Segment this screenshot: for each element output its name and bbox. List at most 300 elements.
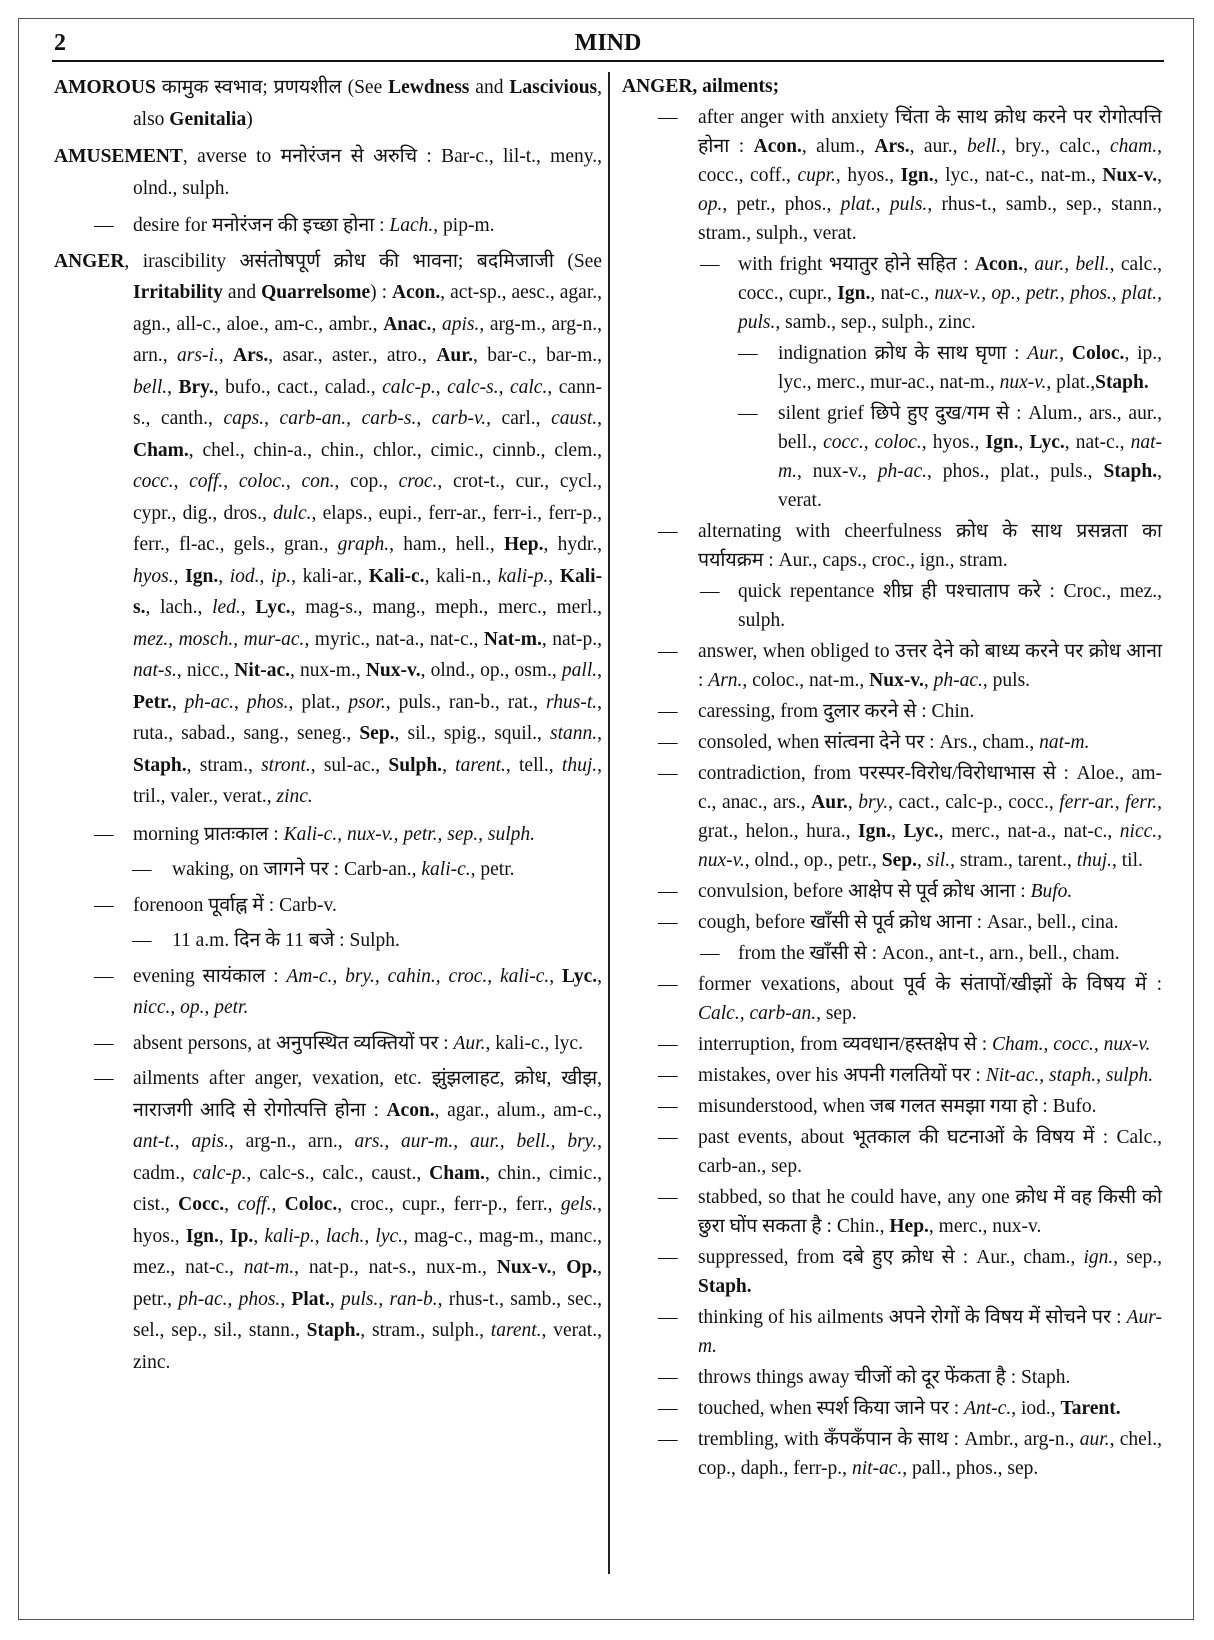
sub-rubric-entry [622, 103, 1162, 248]
rubric-dash: — [700, 254, 720, 275]
sub-rubric-entry [622, 1394, 1162, 1423]
rubric-text-run: , [224, 1194, 238, 1215]
rubric-text-run: apis. [191, 1131, 229, 1152]
rubric-text-run: Ign. [985, 432, 1019, 453]
rubric-text-run: , ham., hell., [389, 534, 504, 555]
rubric-text-run: , bufo., cact., calad., [213, 376, 383, 398]
rubric-text-run: past events, about भूतकाल की घटनाओं के विषय में : Calc., carb-an., sep. [698, 1127, 1162, 1177]
rubric-text-run: bell. [133, 376, 168, 398]
rubric-text-run: plat., puls. [840, 194, 928, 215]
rubric-text-run: nux-v., op., petr., phos., plat., puls. [738, 283, 1162, 333]
rubric-text-run: ANGER [54, 250, 125, 272]
rubric-text-run: , kali-c., lyc. [485, 1032, 583, 1054]
sub-rubric-entry [54, 925, 602, 957]
rubric-text [698, 637, 1162, 695]
rubric-text-run: rhus-t. [546, 691, 598, 713]
rubric-text-run: Staph. [698, 1276, 752, 1297]
rubric-text [698, 877, 1162, 906]
rubric-text-run: , [218, 565, 230, 587]
rubric-text-run: , sul-ac., [310, 754, 389, 776]
rubric-text-run: , [597, 660, 602, 681]
rubric-text [698, 697, 1162, 726]
rubric-text-run: carb-an. [279, 408, 347, 429]
rubric-text-run: Coloc. [1071, 343, 1125, 364]
rubric-text-run: dulc. [273, 502, 312, 524]
rubric-text-run: apis. [441, 313, 480, 335]
rubric-text-run: coloc. [238, 471, 286, 492]
rubric-text-run: Ign. [185, 565, 219, 587]
rubric-dash: — [658, 1096, 678, 1117]
rubric-text-run: , verat., zinc. [133, 1320, 602, 1373]
rubric-text-run: coff. [237, 1194, 272, 1215]
sub-rubric-entry [622, 1061, 1162, 1090]
rubric-text-run: contradiction, from परस्पर-विरोध/विरोधाभास से : Aloe., am-c., anac., ars., [698, 763, 1162, 813]
rubric-text-run: nat-m. [243, 1257, 295, 1278]
rubric-text-run: zinc. [276, 786, 313, 807]
rubric-text-run: , mag-s., mang., meph., merc., merl., [290, 597, 602, 618]
rubric-text [738, 939, 1162, 968]
rubric-text-run: AMOROUS [54, 77, 156, 98]
rubric-text [698, 728, 1162, 757]
rubric-text [698, 1092, 1162, 1121]
rubric-text-run: caust. [551, 408, 598, 429]
rubric-text-run: ars-i. [177, 345, 219, 366]
rubric-text-run: , croc., cupr., ferr-p., ferr., [337, 1194, 561, 1215]
rubric-text [698, 908, 1162, 937]
rubric-text-run: , agar., alum., am-c., [434, 1099, 602, 1121]
sub-rubric-entry [622, 1092, 1162, 1121]
rubric-text [698, 1243, 1162, 1301]
rubric-text-run: Ign. [185, 1225, 219, 1247]
rubric-text-run: Hep. [889, 1216, 929, 1237]
rubric-text [698, 1123, 1162, 1181]
rubric-text-run: ph-ac., phos. [178, 1288, 281, 1310]
rubric-text [698, 759, 1162, 875]
rubric-text-run: Lyc. [255, 597, 291, 618]
rubric-dash: — [738, 343, 758, 364]
rubric-text [133, 1063, 602, 1378]
rubric-text-run: , asar., aster., atro., [268, 345, 437, 366]
rubric-dash: — [658, 1127, 678, 1148]
sub-rubric-entry [622, 908, 1162, 937]
rubric-text-run: , kali-ar., [291, 565, 369, 587]
rubric-text-run: Lascivious [509, 77, 598, 98]
rubric-text [133, 1028, 602, 1060]
rubric-text-run: Staph. [1103, 461, 1158, 482]
rubric-text-run: thuj. [1076, 850, 1113, 871]
rubric-text-run: silent grief छिपे हुए दुख/गम से : Alum., ars., aur., bell., [778, 403, 1162, 453]
rubric-text-run: Cham. [133, 439, 189, 461]
rubric-text-run: Sep. [359, 723, 395, 744]
rubric-text-run: , [264, 408, 280, 429]
rubric-text-run: Ars. [233, 345, 269, 366]
rubric-text-run: , petr., phos., [722, 194, 841, 215]
rubric-text-run: Arn. [708, 670, 743, 691]
sub-rubric-entry [622, 1030, 1162, 1059]
rubric-text [778, 399, 1162, 515]
rubric-text-run: , tril., valer., verat., [133, 754, 602, 807]
rubric-text-run: AMUSEMENT [54, 146, 183, 167]
rubric-text-run: Ip. [230, 1225, 254, 1247]
rubric-text-run: nicc., nux-v. [698, 821, 1163, 871]
rubric-text-run: and [222, 282, 262, 303]
rubric-text-run: kali-c. [421, 859, 471, 880]
rubric-text-run: tarent. [455, 754, 506, 776]
left-column [54, 72, 602, 1382]
rubric-text [738, 250, 1162, 337]
rubric-text-run: calc-p. [382, 376, 436, 398]
rubric-text-run: , stram., sulph., [360, 1320, 491, 1341]
rubric-text-run: , stram., [186, 754, 262, 776]
rubric-text-run: , [923, 670, 934, 691]
rubric-text-run: , [280, 1288, 292, 1310]
rubric-text [133, 819, 602, 851]
rubric-dash: — [132, 859, 152, 880]
rubric-text-run: , nat-c., [1064, 432, 1131, 453]
rubric-text [698, 1061, 1162, 1090]
rubric-dash: — [658, 1398, 678, 1419]
rubric-dash: — [658, 641, 678, 662]
sub-rubric-entry [622, 1303, 1162, 1361]
rubric-text-run: , chel., chin-a., chin., chlor., cimic., cinnb., clem., [188, 439, 602, 461]
rubric-dash: — [658, 1034, 678, 1055]
rubric-text [698, 1394, 1162, 1423]
rubric-text [133, 210, 602, 242]
rubric-text-run: ars., aur-m., aur., bell., bry. [354, 1131, 598, 1152]
rubric-text-run: Aur. [436, 345, 473, 366]
rubric-text-run: from the खाँसी से : Acon., ant-t., arn., bell., cham. [738, 943, 1120, 964]
rubric-text-run: , nicc., [176, 660, 235, 681]
rubric-text-run: Lewdness [388, 77, 470, 98]
rubric-text-run: Staph. [133, 754, 187, 776]
rubric-text-run: Ign. [837, 283, 871, 304]
rubric-text-run: , nat-c., [870, 283, 935, 304]
rubric-text-run: , [271, 1194, 285, 1215]
rubric-text-run: , samb., sep., sulph., zinc. [775, 312, 976, 333]
rubric-text-run: ) [246, 108, 253, 130]
rubric-text-run: , [1018, 432, 1030, 453]
rubric-text-run: , petr. [470, 859, 515, 880]
rubric-text-run: , rhus-t., samb., sep., stann., stram., sulph., verat. [698, 194, 1162, 244]
rubric-text-run: , chin., cimic., cist., [133, 1162, 602, 1215]
rubric-text-run: , calc., cocc., cupr., [738, 254, 1163, 304]
sub-rubric-entry [54, 819, 602, 851]
rubric-text-run: carb-v. [431, 408, 487, 429]
rubric-text-run: calc-s. [447, 376, 499, 398]
rubric-text-run: Nux-v. [365, 660, 421, 681]
rubric-text-run: , [597, 408, 603, 429]
rubric-text-run: , phos., plat., puls., [926, 461, 1104, 482]
rubric-text-run: , coloc., nat-m., [742, 670, 870, 691]
rubric-text-run: forenoon पूर्वाह्न में : Carb-v. [133, 894, 337, 916]
rubric-text-run: , chel., cop., daph., ferr-p., [698, 1429, 1162, 1479]
rubric-text-run: answer, when obliged to उत्तर देने को बाध्य करने पर क्रोध आना : [698, 641, 1162, 691]
rubric-text-run: , kali-n., [424, 565, 498, 587]
sub-rubric-entry [622, 250, 1162, 337]
rubric-text-run: Lyc. [903, 821, 939, 842]
rubric-text-run: bell. [966, 136, 1002, 157]
rubric-text [698, 1363, 1162, 1392]
rubric-text-run: , [233, 691, 247, 713]
rubric-text-run: कामुक स्वभाव; प्रणयशील (See [155, 77, 389, 98]
rubric-text-run: puls., ran-b. [340, 1288, 438, 1310]
rubric-dash: — [658, 1367, 678, 1388]
rubric-text-run: , puls., ran-b., rat., [385, 691, 547, 713]
rubric-text-run: carb-s. [361, 408, 417, 429]
rubric-dash: — [658, 974, 678, 995]
rubric-text-run: iod. [229, 565, 260, 587]
rubric-text-run: thinking of his ailments अपने रोगों के विषय में सोचने पर : [698, 1307, 1127, 1328]
rubric-dash: — [94, 215, 114, 236]
sub-rubric-entry [622, 728, 1162, 757]
rubric-text-run: Ign. [858, 821, 892, 842]
rubric-text-run: , [218, 1225, 230, 1247]
rubric-text-run: absent persons, at अनुपस्थित व्यक्तियों पर : [133, 1032, 454, 1054]
rubric-text-run: , [329, 1288, 341, 1310]
rubric-text-run: nat-m. [1039, 732, 1090, 753]
rubric-text-run: , [259, 565, 272, 587]
rubric-dash: — [94, 1068, 114, 1089]
rubric-text-run: , grat., helon., hura., [698, 792, 1163, 842]
rubric-text-run: convulsion, before आक्षेप से पूर्व क्रोध आना : [698, 881, 1031, 902]
rubric-text-run: , alum., [801, 136, 875, 157]
rubric-text-run: , hyos., [835, 165, 901, 186]
sub-rubric-entry [622, 1363, 1162, 1392]
rubric-dash: — [94, 1032, 114, 1054]
rubric-text-run: , cact., calc-p., cocc., [888, 792, 1060, 813]
rubric-text-run: , tell., [505, 754, 562, 776]
rubric-text [738, 577, 1162, 635]
rubric-text-run: Am-c., bry., cahin., croc., kali-c. [286, 965, 550, 987]
rubric-text-run: , act-sp., aesc., agar., agn., all-c., aloe., am-c., ambr., [133, 282, 603, 335]
rubric-text-run: Op. [566, 1257, 598, 1278]
rubric-text-run: hyos. [133, 565, 174, 587]
rubric-text-run: desire for मनोरंजन की इच्छा होना : [133, 215, 390, 236]
rubric-text-run: mur-ac. [243, 628, 305, 650]
rubric-text-run: Nux-v. [496, 1257, 552, 1278]
sub-rubric-entry [54, 210, 602, 242]
rubric-text-run: Nit-ac. [234, 660, 291, 681]
rubric-text-run: ANGER, ailments; [622, 76, 780, 97]
rubric-text [133, 961, 602, 1024]
rubric-dash: — [738, 403, 758, 424]
rubric-text-run: Kali-c., nux-v., petr., sep., sulph. [283, 823, 536, 845]
rubric-text-run: mez. [133, 628, 169, 650]
rubric-text-run: , [174, 1131, 192, 1152]
rubric-text-run: Kali-c. [368, 565, 425, 587]
rubric-text-run: aur., bell. [1034, 254, 1110, 275]
rubric-text-run: , plat., [288, 691, 349, 713]
rubric-text-run: Kali-s. [133, 565, 603, 618]
rubric-text-run: , carl., [486, 408, 552, 429]
rubric-text-run: indignation क्रोध के साथ घृणा : [778, 343, 1028, 364]
rubric-text-run: nit-ac. [851, 1458, 903, 1479]
rubric-text-run: , [253, 1225, 265, 1247]
rubric-text-run: , [442, 754, 456, 776]
rubric-text-run: stann. [549, 723, 598, 744]
rubric-text-run: , hyos., [133, 1194, 602, 1247]
rubric-dash: — [658, 107, 678, 128]
rubric-text-run: ph-ac. [877, 461, 927, 482]
rubric-text-run: , merc., nat-a., nat-c., [938, 821, 1120, 842]
rubric-text-run: thuj. [561, 754, 598, 776]
rubric-text [698, 1183, 1162, 1241]
rubric-text [698, 1303, 1162, 1361]
sub-rubric-entry [54, 1063, 602, 1378]
rubric-dash: — [94, 823, 114, 845]
rubric-text-run: , plat., [1046, 372, 1096, 393]
rubric-text-run: calc-p. [192, 1162, 247, 1184]
rubric-text-run: and [469, 77, 510, 98]
rubric-text-run: gels. [560, 1194, 598, 1215]
rubric-text-run: cocc. [133, 471, 174, 492]
rubric-text-run: graph. [337, 534, 390, 555]
rubric-text-run: ant-t. [133, 1131, 175, 1152]
rubric-text-run: , elaps., eupi., ferr-ar., ferr-i., ferr-p., ferr., fl-ac., gels., gran., [133, 502, 602, 555]
rubric-text-run: , arg-m., arg-n., arn., [133, 313, 603, 366]
rubric-text-run: interruption, from व्यवधान/हस्तक्षेप से : [698, 1034, 993, 1055]
rubric-text-run: , sep. [816, 1003, 857, 1024]
rubric-text-run: ign. [1083, 1247, 1114, 1268]
rubric-text-run: with fright भयातुर होने सहित : [738, 254, 975, 275]
sub-rubric-entry [54, 1028, 602, 1060]
rubric-text-run: , [168, 628, 179, 650]
page-number: 2 [54, 30, 66, 56]
rubric-text-run: evening सायंकाल : [133, 965, 287, 987]
rubric-text-run: , nux-v., [796, 461, 878, 482]
rubric-text-run: , iod., [1011, 1398, 1061, 1419]
rubric-text-run: Calc., carb-an. [698, 1003, 817, 1024]
rubric-dash: — [94, 965, 114, 987]
rubric-text-run: , olnd., op., petr., [744, 850, 882, 871]
rubric-dash: — [658, 1065, 678, 1086]
rubric-text-run: suppressed, from दबे हुए क्रोध से : Aur., cham., [698, 1247, 1084, 1268]
running-head: MIND [574, 30, 642, 56]
rubric-text-run: , cann-s., canth., [133, 376, 603, 429]
rubric-text [172, 854, 602, 886]
sub-rubric-entry [622, 877, 1162, 906]
rubric-text-run: coff. [189, 471, 224, 492]
rubric-text-run: , [233, 628, 244, 650]
page-header [52, 26, 1164, 62]
rubric-text-run: , rhus-t., samb., sec., sel., sep., sil., stann., [133, 1288, 603, 1341]
rubric-text-run: Bufo. [1030, 881, 1073, 902]
rubric-text-run: Aur. [811, 792, 848, 813]
rubric-text-run: nux-v. [999, 372, 1047, 393]
rubric-text-run: nat-s. [133, 660, 177, 681]
sub-rubric-entry [54, 890, 602, 922]
rubric-dash: — [658, 521, 678, 542]
rubric-text [172, 925, 602, 957]
rubric-text-run: , nux-m., [290, 660, 366, 681]
rubric-text-run: ph-ac. [933, 670, 983, 691]
rubric-text-run: con. [301, 471, 335, 492]
rubric-text-run: , [240, 597, 256, 618]
rubric-text-run: 11 a.m. दिन के 11 बजे : Sulph. [172, 930, 400, 951]
sub-rubric-entry [622, 399, 1162, 515]
rubric-text-run: mosch. [178, 628, 234, 650]
rubric-text-run: , lyc., nat-c., nat-m., [933, 165, 1103, 186]
rubric-text-run: Aur-m. [698, 1307, 1162, 1357]
rubric-text-run: Genitalia [169, 108, 247, 130]
rubric-dash: — [700, 943, 720, 964]
rubric-text-run: cough, before खाँसी से पूर्व क्रोध आना : Asar., bell., cina. [698, 912, 1119, 933]
rubric-text-run: Acon. [974, 254, 1024, 275]
rubric-text-run: Ars. [874, 136, 910, 157]
rubric-dash: — [658, 1429, 678, 1450]
rubric-text-run: , [551, 1257, 567, 1278]
rubric-text-run: phos. [246, 691, 289, 713]
rubric-text-run: , also [133, 77, 603, 130]
rubric-text-run: Bry. [178, 376, 214, 398]
rubric-text-run: , mag-c., mag-m., manc., mez., nat-c., [133, 1225, 603, 1278]
rubric-text-run: Tarent. [1060, 1398, 1121, 1419]
rubric-text-run: , pall., phos., sep. [902, 1458, 1039, 1479]
rubric-text-run: Sep. [881, 850, 918, 871]
rubric-text-run: Aur. [453, 1032, 486, 1054]
rubric-text-run: Hep. [503, 534, 544, 555]
rubric-text [778, 339, 1162, 397]
rubric-text-run: , arg-n., arn., [228, 1131, 355, 1152]
sub-rubric-entry [54, 961, 602, 1024]
rubric-text-run: caressing, from दुलार करने से : Chin. [698, 701, 975, 722]
rubric-text-run: , [548, 565, 560, 587]
rubric-text-run: trembling, with कँपकँपान के साथ : Ambr., arg-n., [698, 1429, 1080, 1450]
rubric-text [698, 517, 1162, 575]
sub-rubric-entry [622, 517, 1162, 575]
rubric-text-run: , hydr., [543, 534, 602, 555]
rubric-text-run: waking, on जागने पर : Carb-an., [172, 859, 422, 880]
rubric-text-run: , [847, 792, 859, 813]
rubric-text-run: , [917, 850, 927, 871]
rubric-text-run: aur. [1079, 1429, 1110, 1450]
rubric-text-run: after anger with anxiety चिंता के साथ क्रोध करने पर रोगोत्पत्ति होना : [698, 107, 1162, 157]
rubric-text-run: Ant-c. [964, 1398, 1012, 1419]
rubric-text-run: , bar-c., bar-m., [473, 345, 602, 366]
rubric-text-run: Acon. [386, 1099, 435, 1121]
rubric-text-run: Cocc. [178, 1194, 225, 1215]
rubric-text-run: Irritability [133, 282, 223, 303]
rubric-text-run: psor. [348, 691, 386, 713]
rubric-text-run: cocc., coloc. [823, 432, 922, 453]
rubric-dash: — [658, 912, 678, 933]
rubric-text-run: former vexations, about पूर्व के संतापों/खीझों के विषय में : [698, 974, 1162, 995]
rubric-text [698, 970, 1162, 1028]
rubric-text [698, 1425, 1162, 1483]
rubric-text-run: cham. [1109, 136, 1158, 157]
rubric-text-run: Plat. [291, 1288, 330, 1310]
rubric-text-run: Acon. [753, 136, 802, 157]
rubric-text-run: , puls. [982, 670, 1031, 691]
rubric-text-run: ph-ac. [184, 691, 234, 713]
rubric-text-run: , sep., [1113, 1247, 1162, 1268]
rubric-dash: — [658, 1247, 678, 1268]
rubric-text-run: , [435, 376, 448, 398]
rubric-dash: — [658, 763, 678, 784]
rubric-text-run: led. [212, 597, 241, 618]
rubric-text-run: , [173, 471, 190, 492]
rubric-text-run: mistakes, over his अपनी गलतियों पर : [698, 1065, 986, 1086]
sub-rubric-entry [54, 854, 602, 886]
rubric-text-run: Nit-ac., staph., sulph. [985, 1065, 1154, 1086]
rubric-text-run: , calc-s., calc., caust., [246, 1162, 430, 1184]
rubric-text-run: , sil., spig., squil., [394, 723, 550, 744]
rubric-text-run: , myric., nat-a., nat-c., [304, 628, 484, 650]
rubric-text-run: Sulph. [388, 754, 443, 776]
rubric-entry [622, 72, 1162, 101]
rubric-text-run: , [1023, 254, 1035, 275]
rubric-text-run: , averse to मनोरंजन से अरुचि : Bar-c., lil-t., meny., olnd., sulph. [133, 146, 602, 199]
